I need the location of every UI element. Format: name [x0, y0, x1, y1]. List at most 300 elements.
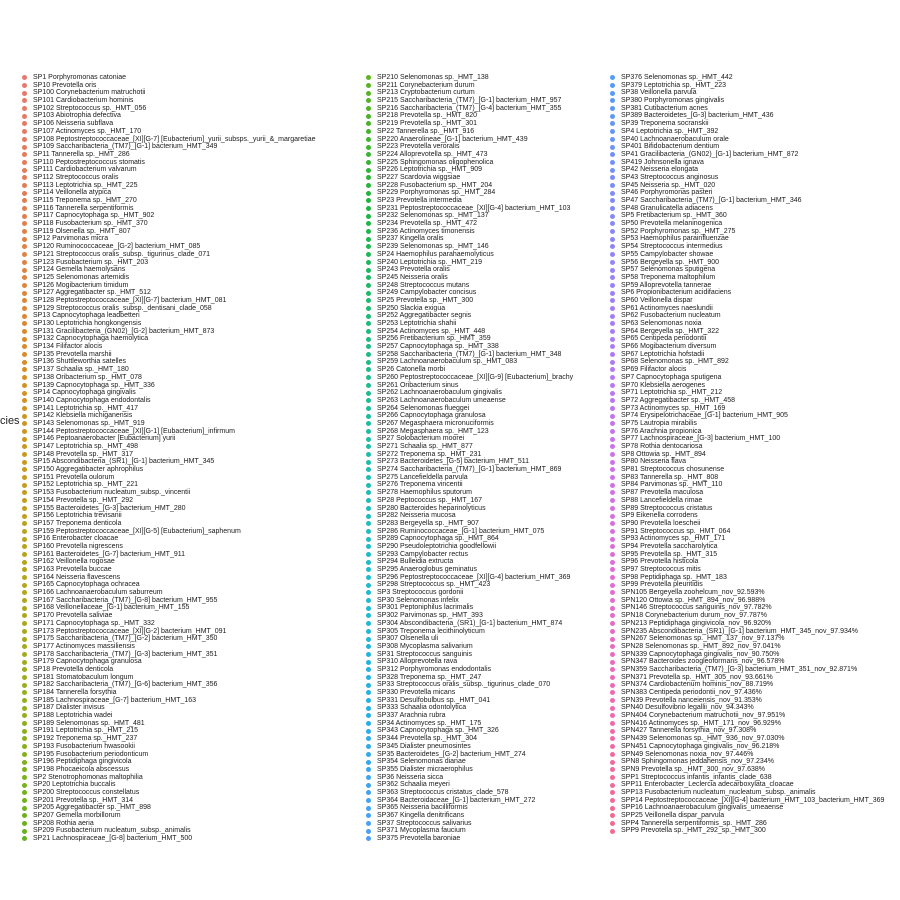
legend-swatch [22, 145, 27, 150]
legend-entry [610, 520, 884, 528]
legend-swatch [610, 83, 615, 88]
legend-swatch [22, 83, 27, 88]
legend-entry [366, 581, 573, 589]
legend-swatch [610, 129, 615, 134]
legend-swatch [366, 760, 371, 765]
legend-entry [610, 82, 884, 90]
legend-entry-label: SPP11 Enterobacter_Leclercia adecarboxylata_cloacae [621, 781, 794, 789]
legend-entry [610, 335, 884, 343]
legend-entry-label: SP136 Shuttleworthia satelles [33, 358, 126, 366]
legend-entry [366, 274, 573, 282]
legend-entry-label: SP118 Fusobacterium sp._HMT_370 [33, 220, 148, 228]
legend-entry [366, 412, 573, 420]
legend-swatch [22, 598, 27, 603]
legend-entry-label: SP125 Selenomonas artemidis [33, 273, 130, 281]
legend-entry-label: SP345 Dialister pneumosintes [377, 742, 471, 750]
legend-swatch [366, 490, 371, 495]
legend-entry-label: SP166 Lachnoanaerobaculum saburreum [33, 589, 163, 597]
legend-entry-label: SP160 Prevotella nigrescens [33, 542, 123, 550]
legend-swatch [366, 652, 371, 657]
legend-swatch [22, 129, 27, 134]
legend-swatch [366, 221, 371, 226]
legend-entry-label: SP67 Leptotrichia hofstadii [621, 350, 705, 358]
legend-entry [610, 159, 884, 167]
legend-swatch [610, 760, 615, 765]
legend-entry-label: SP375 Prevotella baroniae [377, 835, 461, 843]
legend-entry-label: SP123 Fusobacterium sp._HMT_203 [33, 258, 149, 266]
legend-entry-label: SP128 Peptostreptococcaceae_[XI][G-7] bacterium_HMT_081 [33, 296, 227, 304]
legend-swatch [610, 498, 615, 503]
legend-swatch [610, 375, 615, 380]
legend-entry-label: SP8 Ottowia sp._HMT_894 [621, 450, 706, 458]
legend-entry-label: SP5 Fretibacterium sp._HMT_360 [621, 212, 727, 220]
legend-swatch [610, 744, 615, 749]
legend-swatch [610, 191, 615, 196]
legend-swatch [366, 414, 371, 419]
legend-swatch [610, 506, 615, 511]
legend-swatch [610, 221, 615, 226]
legend-swatch [610, 521, 615, 526]
legend-entry-label: SPN105 Bergeyella zoohelcum_nov_92.593% [621, 589, 765, 597]
legend-entry-label: SP48 Granulicatella adiacens [621, 204, 713, 212]
legend-entry-label: SP234 Prevotella sp._HMT_472 [377, 220, 477, 228]
legend-entry-label: SPN40 Desulfovibrio legallii_nov_94.343% [621, 704, 754, 712]
legend-entry [22, 428, 316, 436]
legend-entry [366, 435, 573, 443]
legend-swatch [22, 352, 27, 357]
legend-entry-label: SP295 Anaeroglobus geminatus [377, 566, 478, 573]
legend-entry-label: SP264 Selenomonas flueggei [377, 404, 470, 412]
legend-entry-label: SP1 Porphyromonas catoniae [33, 74, 126, 81]
legend-entry-label: SP127 Aggregatibacter sp._HMT_512 [33, 289, 151, 297]
legend-swatch [22, 260, 27, 265]
legend-entry [366, 466, 573, 474]
legend-entry-label: SP13 Capnocytophaga leadbetteri [33, 312, 140, 320]
legend-entry-label: SP65 Centipeda periodontii [621, 335, 707, 343]
legend-entry-label: SP12 Parvimonas micra [33, 235, 109, 243]
legend-entry-label: SP198 Phocaeicola abscessus [33, 765, 130, 773]
legend-entry [610, 620, 884, 628]
legend-entry [366, 812, 573, 820]
legend-entry-label: SP364 Bacteroidaceae_[G-1] bacterium_HMT_272 [377, 796, 536, 804]
legend-entry [366, 82, 573, 90]
legend-entry-label: SP225 Sphingomonas oligophenolica [377, 158, 494, 166]
legend-entry [366, 512, 573, 520]
legend-swatch [610, 91, 615, 96]
legend-entry-label: SP156 Leptotrichia trevisanii [33, 512, 122, 520]
legend-swatch [366, 129, 371, 134]
legend-entry [22, 466, 316, 474]
legend-entry [610, 397, 884, 405]
legend-swatch [22, 414, 27, 419]
legend-entry [22, 136, 316, 144]
legend-swatch [610, 106, 615, 111]
legend-swatch [22, 498, 27, 503]
legend-entry [22, 151, 316, 159]
legend-swatch [366, 790, 371, 795]
legend-swatch [22, 475, 27, 480]
legend-entry [22, 543, 316, 551]
legend-entry-label: SP141 Leptotrichia sp._HMT_417 [33, 404, 139, 412]
legend-entry [366, 212, 573, 220]
legend-swatch [610, 344, 615, 349]
legend-entry [610, 597, 884, 605]
legend-swatch [610, 783, 615, 788]
legend-swatch [610, 360, 615, 365]
legend-swatch [366, 475, 371, 480]
legend-entry [366, 520, 573, 528]
legend-entry-label: SP371 Mycoplasma faucium [377, 827, 466, 835]
legend-entry-label: SP223 Prevotella veroralis [377, 143, 460, 151]
legend-entry-label: SP258 Saccharibacteria_(TM7)_[G-1] bacterium_HMT_348 [377, 350, 562, 358]
legend-swatch [22, 667, 27, 672]
legend-entry-label: SP159 Peptostreptococcaceae_[XI][G-5] [Eubacterium]_saphenum [33, 527, 241, 535]
legend-entry [22, 774, 316, 782]
legend-entry [22, 397, 316, 405]
legend-entry [22, 351, 316, 359]
legend-entry-label: SP146 Peptoanaerobacter [Eubacterium] yurii [33, 435, 176, 443]
legend-entry [610, 182, 884, 190]
legend-swatch [366, 160, 371, 165]
legend-entry [22, 758, 316, 766]
legend-swatch [366, 383, 371, 388]
legend-entry [610, 112, 884, 120]
legend-swatch [22, 790, 27, 795]
legend-swatch [366, 498, 371, 503]
legend-swatch [610, 398, 615, 403]
legend-entry [610, 528, 884, 536]
legend-entry [22, 751, 316, 759]
legend-entry-label: SP192 Treponema sp._HMT_237 [33, 735, 138, 743]
legend-swatch [22, 690, 27, 695]
legend-entry-label: SP41 Gracilibacteria_(GN02)_[G-1] bacterium_HMT_872 [621, 150, 799, 158]
legend-entry [366, 305, 573, 313]
legend-entry-label: SP108 Peptostreptococcaceae_[XI][G-7] [Eubacterium]_yurii_subsps._yurii_&_margaretiae [33, 135, 316, 143]
legend-entry-label: SP254 Actinomyces sp._HMT_448 [377, 327, 486, 335]
legend-entry-label: SP47 Saccharibacteria_(TM7)_[G-1] bacterium_HMT_346 [621, 197, 802, 204]
legend-entry [366, 720, 573, 728]
legend-entry [610, 643, 884, 651]
legend-entry [22, 189, 316, 197]
legend-swatch [610, 252, 615, 257]
legend-entry-label: SPN8 Sphingomonas jeddahensis_nov_97.234% [621, 758, 774, 766]
legend-entry-label: SP72 Aggregatibacter sp._HMT_458 [621, 396, 736, 404]
legend-swatch [22, 560, 27, 565]
legend-swatch [610, 767, 615, 772]
legend-entry [366, 651, 573, 659]
legend-entry [610, 604, 884, 612]
legend-entry [610, 727, 884, 735]
legend-entry [22, 335, 316, 343]
legend-swatch [22, 444, 27, 449]
legend-swatch [22, 375, 27, 380]
legend-entry-label: SPP9 Prevotella sp._HMT_292_sp._HMT_300 [621, 827, 766, 835]
legend-swatch [22, 229, 27, 234]
legend-entry-label: SP61 Actinomyces naeslundii [621, 304, 713, 312]
legend-swatch [22, 606, 27, 611]
legend-entry-label: SP208 Rothia aeria [33, 819, 94, 827]
legend-swatch [22, 637, 27, 642]
legend-entry-label: SP301 Peptoniphilus lacrimalis [377, 604, 474, 612]
legend-entry [22, 781, 316, 789]
legend-entry-label: SP312 Porphyromonas endodontalis [377, 665, 492, 673]
legend-swatch [610, 291, 615, 296]
legend-entry [610, 166, 884, 174]
legend-entry-label: SP290 Pseudoleptotrichia goodfellowii [377, 542, 497, 550]
legend-entry-label: SP2 Stenotrophomonas maltophilia [33, 773, 143, 781]
legend-swatch [610, 560, 615, 565]
legend-entry [610, 443, 884, 451]
legend-entry-label: SP111 Cardiobacterium valvarum [33, 166, 137, 174]
legend-swatch [366, 252, 371, 257]
legend-swatch [610, 467, 615, 472]
legend-swatch [22, 537, 27, 542]
legend-swatch [22, 360, 27, 365]
legend-entry-label: SP89 Streptococcus cristatus [621, 504, 713, 512]
legend-entry [22, 735, 316, 743]
legend-entry-label: SP171 Capnocytophaga sp._HMT_332 [33, 619, 155, 627]
legend-swatch [610, 621, 615, 626]
legend-entry-label: SP237 Kingella oralis [377, 235, 444, 243]
legend-entry-label: SP228 Fusobacterium sp._HMT_204 [377, 181, 493, 189]
legend-entry-label: SP28 Peptococcus sp._HMT_167 [377, 496, 483, 504]
legend-entry-label: SP109 Saccharibacteria_(TM7)_[G-1] bacterium_HMT_349 [33, 143, 218, 151]
legend-entry-label: SP103 Abiotrophia defectiva [33, 112, 121, 120]
legend-swatch [610, 98, 615, 103]
legend-entry-label: SP25 Prevotella sp._HMT_300 [377, 296, 474, 304]
legend-swatch [366, 729, 371, 734]
legend-entry [366, 143, 573, 151]
legend-swatch [22, 406, 27, 411]
legend-entry-label: SP188 Leptotrichia wadei [33, 712, 113, 720]
legend-entry [610, 189, 884, 197]
legend-swatch [22, 206, 27, 211]
legend-swatch [22, 391, 27, 396]
legend-swatch [366, 613, 371, 618]
legend-entry-label: SP231 Peptostreptococcaceae_[XI][G-4] bacterium_HMT_103 [377, 204, 571, 212]
legend-entry-label: SP71 Leptotrichia sp._HMT_212 [621, 389, 723, 397]
legend-entry [366, 551, 573, 559]
legend-swatch [610, 829, 615, 834]
legend-entry-label: SP232 Selenomonas sp._HMT_137 [377, 212, 489, 220]
legend-swatch [610, 575, 615, 580]
legend-entry-label: SP4 Leptotrichia sp._HMT_392 [621, 127, 719, 135]
legend-entry-label: SP139 Capnocytophaga sp._HMT_336 [33, 381, 155, 389]
legend-swatch [610, 283, 615, 288]
legend-entry-label: SP170 Prevotella saliviae [33, 612, 113, 620]
legend-entry-label: SP22 Tannerella sp._HMT_916 [377, 127, 475, 135]
legend-entry [610, 812, 884, 820]
legend-entry-label: SP296 Peptostreptococcaceae_[XI][G-4] bacterium_HMT_369 [377, 573, 571, 581]
legend-entry [610, 551, 884, 559]
legend-entry [22, 443, 316, 451]
legend-entry-label: SP276 Treponema vincentii [377, 481, 463, 489]
legend-swatch [22, 806, 27, 811]
legend-entry [22, 681, 316, 689]
legend-entry-label: SP113 Leptotrichia sp._HMT_225 [33, 181, 138, 189]
legend-swatch [22, 283, 27, 288]
legend-entry [22, 628, 316, 636]
legend-entry-label: SP46 Porphyromonas pasteri [621, 189, 713, 197]
legend-swatch [22, 252, 27, 257]
legend-swatch [610, 160, 615, 165]
legend-entry-label: SP53 Haemophilus parainfluenzae [621, 235, 729, 243]
legend-entry-label: SPP1 Streptococcus infantis_infantis_clade_638 [621, 773, 772, 781]
legend-swatch [610, 683, 615, 688]
legend-entry-label: SP101 Cardiobacterium hominis [33, 97, 134, 105]
legend-swatch [22, 291, 27, 296]
legend-entry [22, 289, 316, 297]
legend-swatch [610, 452, 615, 457]
legend-swatch [610, 352, 615, 357]
legend-swatch [366, 337, 371, 342]
legend-swatch [366, 698, 371, 703]
legend-entry [610, 412, 884, 420]
legend-swatch [22, 383, 27, 388]
legend-swatch [366, 783, 371, 788]
legend-swatch [610, 598, 615, 603]
legend-entry [610, 451, 884, 459]
legend-swatch [366, 483, 371, 488]
legend-swatch [22, 329, 27, 334]
legend-entry [22, 128, 316, 136]
legend-entry [610, 474, 884, 482]
legend-entry-label: SP70 Klebsiella aerogenes [621, 381, 706, 389]
legend-swatch [610, 706, 615, 711]
legend-entry-label: SPN49 Selenomonas noxia_nov_97.446% [621, 750, 754, 758]
legend-entry [366, 259, 573, 267]
legend-entry-label: SP148 Prevotella sp._HMT_317 [33, 450, 133, 458]
legend-entry [610, 266, 884, 274]
legend-entry-label: SP209 Fusobacterium nucleatum_subsp._animalis [33, 827, 191, 835]
legend-entry-label: SP87 Prevotella maculosa [621, 489, 704, 497]
legend-swatch [366, 406, 371, 411]
legend-entry-label: SP389 Bacteroidetes_[G-3] bacterium_HMT_436 [621, 112, 774, 120]
legend-entry-label: SP343 Capnocytophaga sp._HMT_326 [377, 727, 499, 735]
legend-entry [366, 727, 573, 735]
legend-swatch [366, 198, 371, 203]
legend-entry [22, 82, 316, 90]
legend-swatch [610, 414, 615, 419]
legend-entry [366, 535, 573, 543]
legend-swatch [22, 829, 27, 834]
legend-entry-label: SP143 Selenomonas sp._HMT_919 [33, 419, 145, 427]
legend-entry [366, 358, 573, 366]
legend-entry [22, 458, 316, 466]
legend-entry-label: SP94 Prevotella saccharolytica [621, 542, 718, 550]
legend-swatch [22, 106, 27, 111]
legend-swatch [366, 121, 371, 126]
legend-entry-label: SP7 Capnocytophaga sputigena [621, 373, 722, 381]
legend-swatch [22, 460, 27, 465]
legend-entry [610, 612, 884, 620]
legend-swatch [22, 152, 27, 157]
legend-entry-label: SP95 Prevotella sp._HMT_315 [621, 550, 718, 558]
legend-swatch [22, 760, 27, 765]
legend-entry [22, 666, 316, 674]
legend-entry [366, 797, 573, 805]
legend-entry [22, 266, 316, 274]
legend-entry-label: SP267 Megasphaera micronuciformis [377, 419, 494, 427]
legend-entry-label: SP80 Neisseria flava [621, 458, 686, 466]
legend-entry [366, 151, 573, 159]
legend-swatch [22, 214, 27, 219]
legend-swatch [366, 567, 371, 572]
legend-swatch [610, 137, 615, 142]
legend-entry-label: SP64 Bergeyella sp._HMT_322 [621, 327, 720, 335]
legend-swatch [610, 260, 615, 265]
legend-swatch [610, 391, 615, 396]
legend-entry-label: SPN28 Selenomonas sp._HMT_892_nov_97.041% [621, 642, 781, 650]
legend-entry-label: SP135 Prevotella marshii [33, 350, 112, 358]
legend-entry-label: SPN146 Streptococcus sanguinis_nov_97.782% [621, 604, 772, 612]
legend-swatch [22, 744, 27, 749]
legend-entry [22, 366, 316, 374]
legend-entry [22, 320, 316, 328]
legend-entry-label: SP226 Leptotrichia sp._HMT_909 [377, 166, 483, 174]
legend-entry [610, 197, 884, 205]
legend-entry-label: SP380 Porphyromonas gingivalis [621, 97, 725, 105]
legend-swatch [366, 314, 371, 319]
legend-entry-label: SP213 Cryptobacterium curtum [377, 89, 475, 97]
legend-swatch [366, 329, 371, 334]
legend-swatch [366, 98, 371, 103]
legend-swatch [22, 575, 27, 580]
legend-entry-label: SP177 Actinomyces massiliensis [33, 642, 135, 650]
legend-entry [22, 305, 316, 313]
legend-entry-label: SP189 Selenomonas sp._HMT_481 [33, 719, 145, 727]
legend-swatch [610, 790, 615, 795]
legend-swatch [22, 367, 27, 372]
legend-entry [366, 528, 573, 536]
legend-swatch [366, 598, 371, 603]
legend-entry-label: SP261 Oribacterium sinus [377, 381, 459, 389]
legend-entry [610, 289, 884, 297]
legend-entry [610, 274, 884, 282]
legend-entry [366, 781, 573, 789]
legend-swatch [610, 821, 615, 826]
legend-entry-label: SP120 Ruminococcaceae_[G-2] bacterium_HMT_085 [33, 243, 201, 251]
legend-entry [22, 212, 316, 220]
legend-swatch [610, 652, 615, 657]
legend-swatch [610, 152, 615, 157]
legend-swatch [610, 552, 615, 557]
legend-entry-label: SP283 Bergeyella sp._HMT_907 [377, 519, 479, 527]
legend-swatch [22, 137, 27, 142]
legend-entry-label: SP184 Tannerella forsythia [33, 689, 117, 696]
legend-swatch [22, 629, 27, 634]
legend-entry [610, 735, 884, 743]
legend-entry-label: SP328 Treponema sp._HMT_247 [377, 673, 482, 681]
legend-entry-label: SP401 Bifidobacterium dentium [621, 143, 720, 151]
legend-entry-label: SP182 Saccharibacteria_(TM7)_[G-6] bacterium_HMT_356 [33, 681, 218, 689]
legend-swatch [366, 690, 371, 695]
legend-swatch [366, 813, 371, 818]
legend-swatch [366, 168, 371, 173]
legend-entry [366, 182, 573, 190]
legend-entry [22, 274, 316, 282]
legend-swatch [610, 229, 615, 234]
legend-entry-label: SP100 Corynebacterium matruchotii [33, 89, 146, 97]
legend-entry [610, 712, 884, 720]
legend-entry [366, 89, 573, 97]
legend-swatch [22, 721, 27, 726]
legend-entry [366, 751, 573, 759]
legend-entry-label: SP236 Actinomyces timonensis [377, 227, 475, 235]
legend-entry-label: SP263 Lachnoanaerobaculum umeaense [377, 396, 506, 404]
legend-entry [366, 312, 573, 320]
legend-swatch [610, 183, 615, 188]
